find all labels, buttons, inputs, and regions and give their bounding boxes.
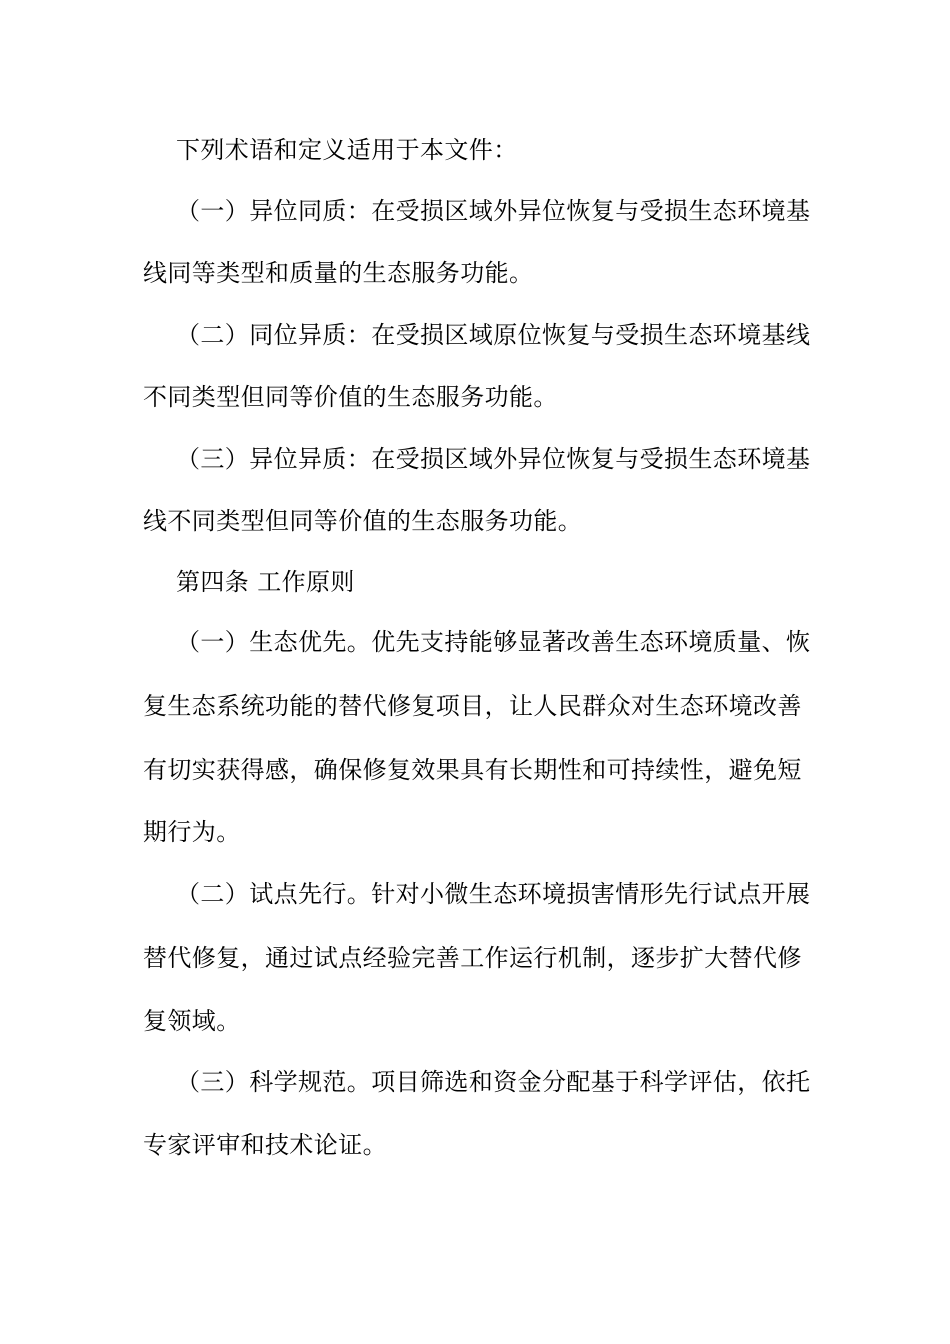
principle-3-line-2: 专家评审和技术论证。	[143, 1131, 387, 1159]
principle-2-line-1: （二）试点先行。针对小微生态环境损害情形先行试点开展	[176, 880, 811, 908]
definition-3-line-2: 线不同类型但同等价值的生态服务功能。	[143, 507, 583, 535]
principle-2-line-2: 替代修复，通过试点经验完善工作运行机制，逐步扩大替代修	[143, 944, 802, 972]
principle-2-line-3: 复领域。	[143, 1007, 241, 1035]
principle-3-line-1: （三）科学规范。项目筛选和资金分配基于科学评估，依托	[176, 1068, 811, 1096]
definition-3-line-1: （三）异位异质：在受损区域外异位恢复与受损生态环境基	[176, 445, 811, 473]
paragraph-intro: 下列术语和定义适用于本文件：	[176, 136, 518, 164]
principle-1-line-2: 复生态系统功能的替代修复项目，让人民群众对生态环境改善	[143, 692, 802, 720]
definition-2-line-2: 不同类型但同等价值的生态服务功能。	[143, 383, 558, 411]
principle-1-line-4: 期行为。	[143, 818, 241, 846]
article-heading: 第四条 工作原则	[176, 568, 355, 596]
definition-1-line-1: （一）异位同质：在受损区域外异位恢复与受损生态环境基	[176, 197, 811, 225]
principle-1-line-3: 有切实获得感，确保修复效果具有长期性和可持续性，避免短	[143, 756, 802, 784]
principle-1-line-1: （一）生态优先。优先支持能够显著改善生态环境质量、恢	[176, 628, 811, 656]
definition-2-line-1: （二）同位异质：在受损区域原位恢复与受损生态环境基线	[176, 321, 811, 349]
definition-1-line-2: 线同等类型和质量的生态服务功能。	[143, 259, 534, 287]
